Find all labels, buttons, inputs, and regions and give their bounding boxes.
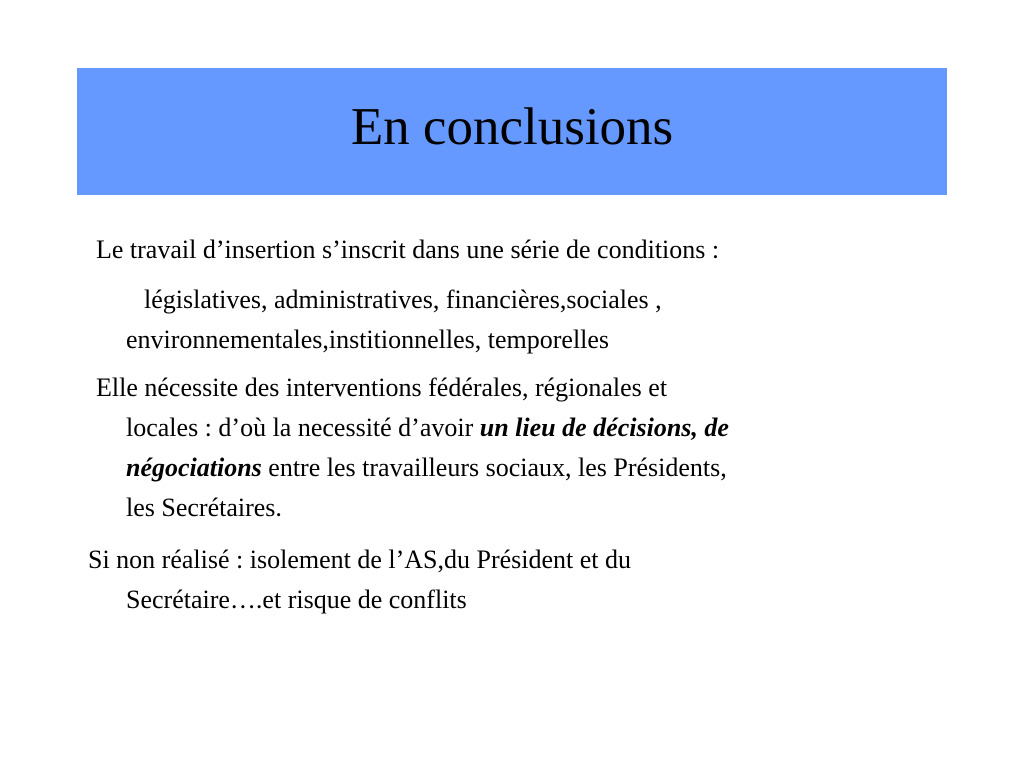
slide-title: En conclusions (350, 98, 674, 156)
paragraph-line: Elle nécessite des interventions fédérales, régionales et (96, 373, 668, 402)
paragraph-line: environnementales,institionnelles, temporelles (126, 325, 610, 354)
paragraph-line: Si non réalisé : isolement de l’AS,du Président et du (88, 545, 632, 574)
paragraph-line: législatives, administratives, financières,sociales , (144, 285, 662, 314)
paragraph-line: Secrétaire….et risque de conflits (126, 585, 467, 614)
title-banner (77, 68, 947, 195)
emphasis-text: un lieu de décisions, de (479, 413, 729, 442)
text-segment: locales : d’où la necessité d’avoir (126, 413, 480, 442)
emphasis-text: négociations (126, 453, 262, 482)
paragraph-line-mixed (126, 410, 729, 446)
text-segment: entre les travailleurs sociaux, les Présidents, (261, 453, 727, 482)
paragraph-line: Le travail d’insertion s’inscrit dans une série de conditions : (96, 235, 720, 264)
paragraph-line-mixed (126, 450, 727, 486)
paragraph-line: les Secrétaires. (126, 493, 282, 522)
